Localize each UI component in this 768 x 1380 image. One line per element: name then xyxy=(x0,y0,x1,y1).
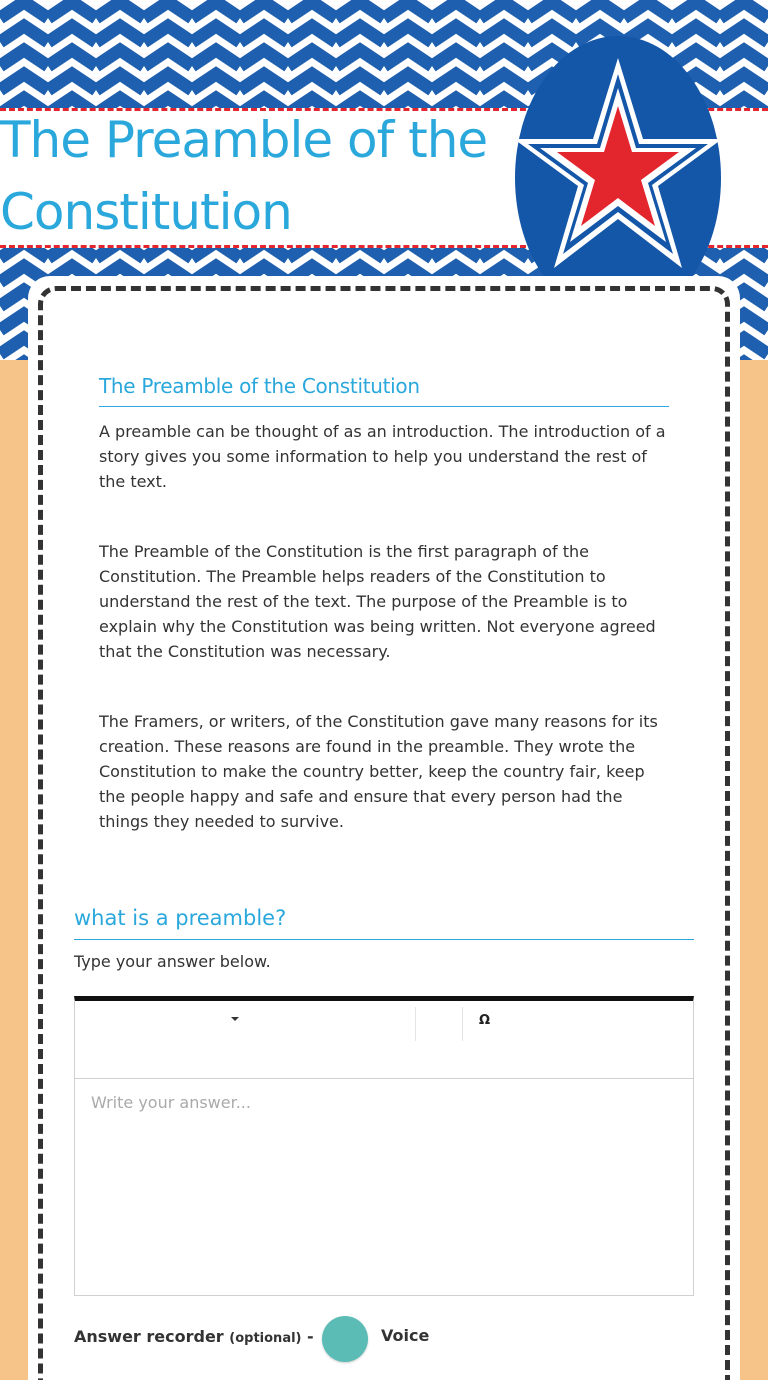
paragraph-1: A preamble can be thought of as an introduction. The introduction of a story gives you some information to help you understand the rest of the text. xyxy=(99,422,666,491)
answer-input[interactable] xyxy=(75,1079,693,1295)
recorder-optional: (optional) xyxy=(229,1331,302,1346)
question-heading: what is a preamble? xyxy=(74,906,694,940)
special-character-button[interactable]: Ω xyxy=(479,1013,491,1028)
paragraph-2: The Preamble of the Constitution is the first paragraph of the Constitution. The Preamble helps readers of the Constitution to understand the rest of the text. The purpose of the Preamble is to explain why the Constitution was being written. Not everyone agreed that the Constitution was necessary. xyxy=(99,542,656,661)
toolbar-divider xyxy=(415,1007,416,1041)
question-instruction: Type your answer below. xyxy=(74,952,271,971)
paragraph-3: The Framers, or writers, of the Constitution gave many reasons for its creation. These reasons are found in the preamble. They wrote the Constitution to make the country better, keep the country fair, keep the people happy and safe and ensure that every person had the things they needed to survive. xyxy=(99,712,658,831)
page-title: The Preamble of the Constitution xyxy=(0,111,488,241)
format-dropdown-icon[interactable] xyxy=(231,1017,239,1021)
recorder-dash: - xyxy=(307,1327,314,1346)
recorder-label-text: Answer recorder xyxy=(74,1327,224,1346)
recorder-label xyxy=(74,1327,302,1346)
answer-recorder xyxy=(74,1316,574,1362)
reading-section xyxy=(99,374,669,834)
question-section xyxy=(74,906,694,971)
section-heading: The Preamble of the Constitution xyxy=(99,374,669,407)
toolbar-divider xyxy=(462,1007,463,1041)
record-voice-button[interactable] xyxy=(322,1316,368,1362)
answer-editor xyxy=(74,996,694,1296)
editor-toolbar xyxy=(75,1001,693,1079)
star-badge-icon xyxy=(512,36,724,286)
voice-label: Voice xyxy=(381,1326,430,1345)
